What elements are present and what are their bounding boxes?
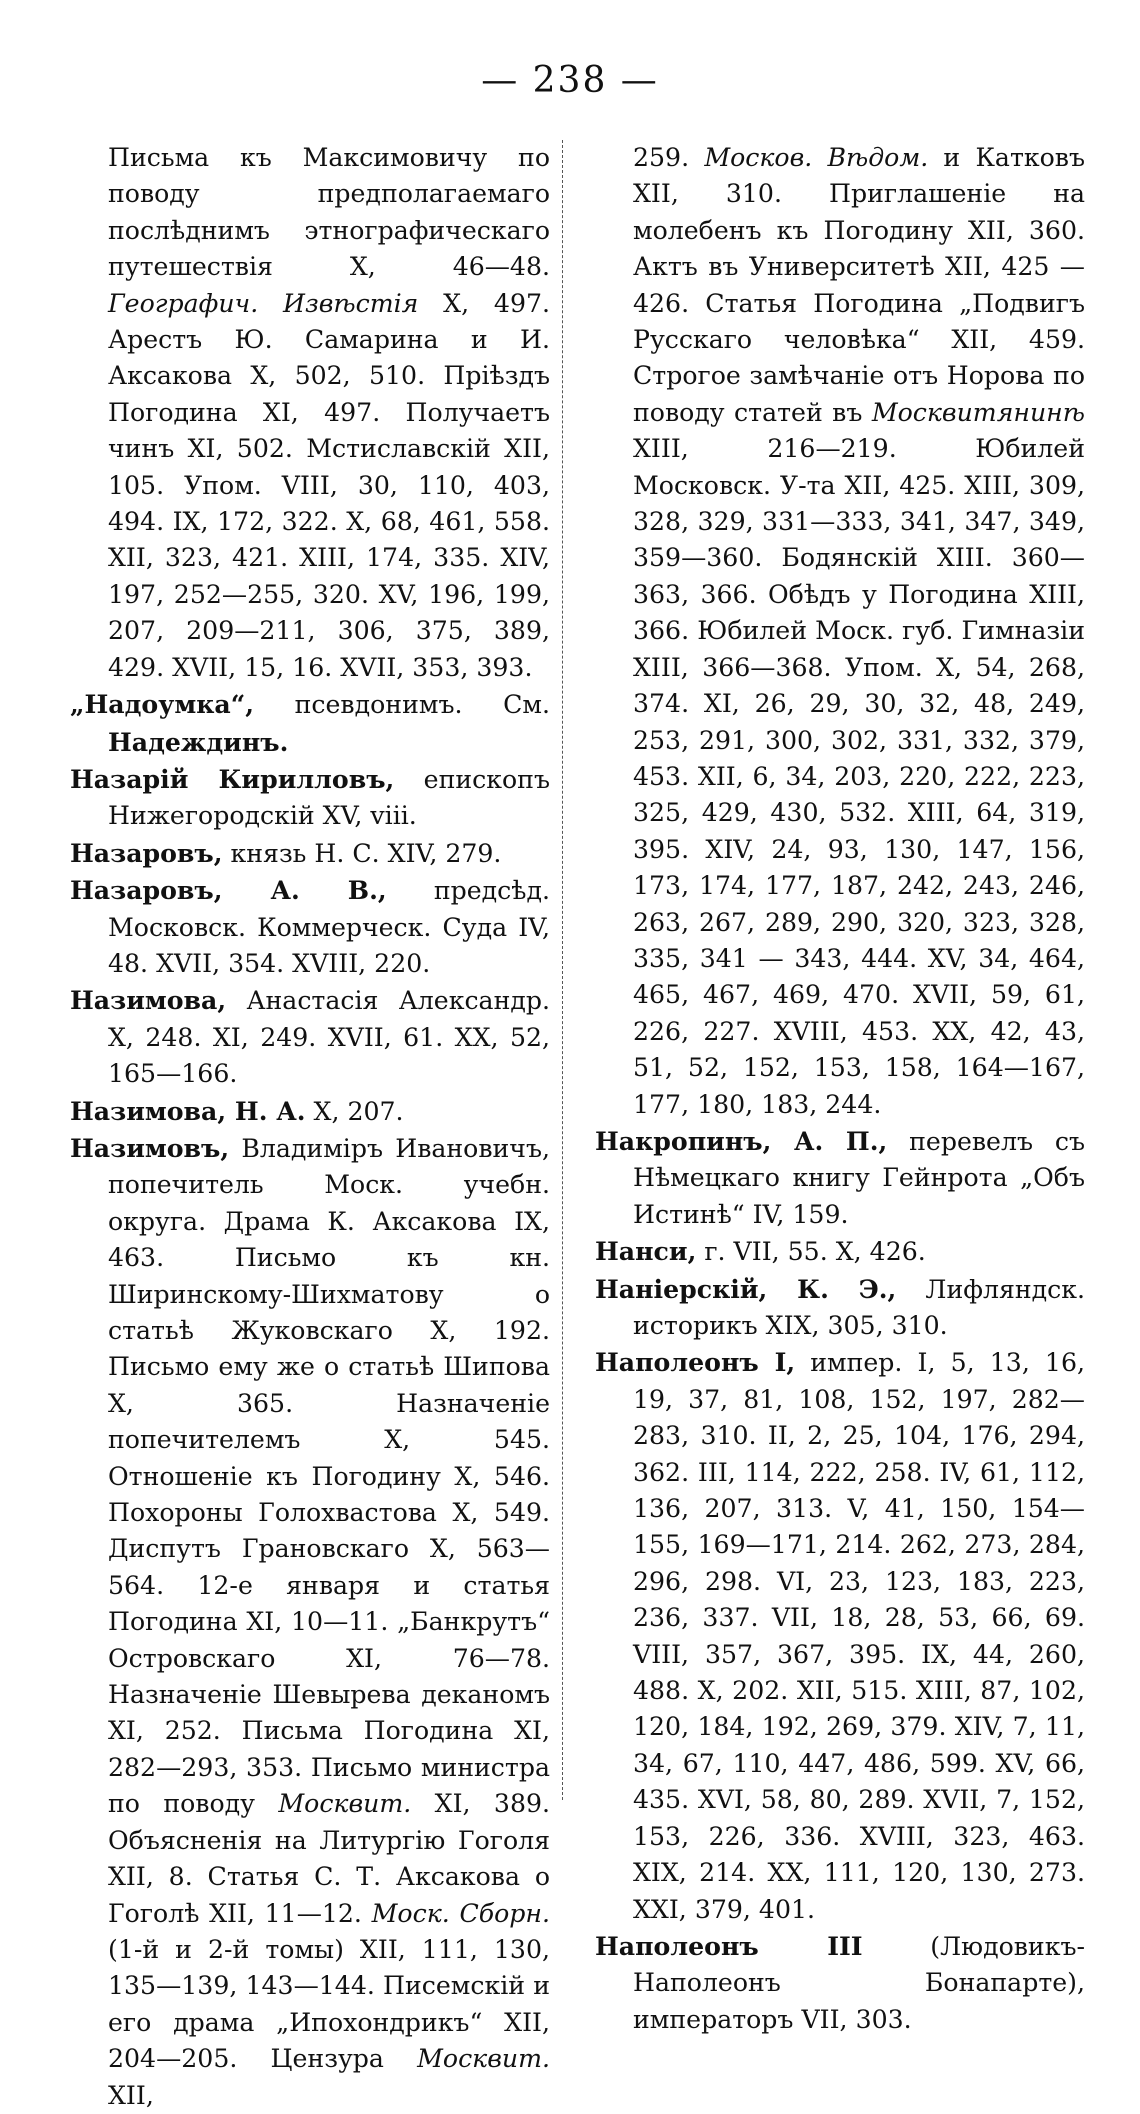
- index-entry: „Надоумка“, псевдонимъ. См. Надеждинъ.: [70, 689, 550, 757]
- index-entry: Нанси, г. VII, 55. X, 426.: [595, 1236, 926, 1267]
- index-entry-continued: 259. Москов. Вѣдом. и Катковъ XII, 310. Приглашеніе на молебенъ къ Погодину XII, 360. Актъ въ Университетѣ XII, 425 — 426. Статья Погодина „Подвигъ Русскаго человѣка“ XII, 459. Строгое замѣчаніе отъ Норова по поводу статей въ Москвитянинѣ XIII, 216—219. Юбилей Московск. У-та XII, 425. XIII, 309, 328, 329, 331—333, 341, 347, 349, 359—360. Бодянскій XIII. 360—363, 366. Обѣдъ у Погодина XIII, 366. Юбилей Моск. губ. Гимназіи XIII, 366—368. Упом. X, 54, 268, 374. XI, 26, 29, 30, 32, 48, 249, 253, 291, 300, 302, 331, 332, 379, 453. XII, 6, 34, 203, 220, 222, 223, 325, 429, 430, 532. XIII, 64, 319, 395. XIV, 24, 93, 130, 147, 156, 173, 174, 177, 187, 242, 243, 246, 263, 267, 289, 290, 320, 323, 328, 335, 341 — 343, 444. XV, 34, 464, 465, 467, 469, 470. XVII, 59, 61, 226, 227. XVIII, 453. XX, 42, 43, 51, 52, 152, 153, 158, 164—167, 177, 180, 183, 244.: [633, 143, 1085, 1119]
- index-entry: Назарій Кирилловъ, епископъ Нижегородскій XV, viii.: [70, 763, 550, 831]
- index-entry: Назимова, Н. А. X, 207.: [70, 1095, 404, 1126]
- index-entry-continued: Письма къ Максимовичу по поводу предполагаемаго послѣднимъ этнографическаго путешествія X, 46—48. Географич. Извѣстія X, 497. Арестъ Ю. Самарина и И. Аксакова X, 502, 510. Пріѣздъ Погодина XI, 497. Получаетъ чинъ XI, 502. Мстиславскій XII, 105. Упом. VIII, 30, 110, 403, 494. IX, 172, 322. X, 68, 461, 558. XII, 323, 421. XIII, 174, 335. XIV, 197, 252—255, 320. XV, 196, 199, 207, 209—211, 306, 375, 389, 429. XVII, 15, 16. XVII, 353, 393.: [108, 143, 550, 682]
- index-entry: Назимова, Анастасія Александр. X, 248. XI, 249. XVII, 61. XX, 52, 165—166.: [70, 985, 550, 1089]
- index-entry: Назимовъ, Владиміръ Ивановичъ, попечитель Моск. учебн. округа. Драма К. Аксакова IX, 463. Письмо къ кн. Ширинскому-Шихматову о статьѣ Жуковскаго X, 192. Письмо ему же о статьѣ Шипова X, 365. Назначеніе попечителемъ X, 545. Отношеніе къ Погодину X, 546. Похороны Голохвастова X, 549. Диспутъ Грановскаго X, 563—564. 12-е января и статья Погодина XI, 10—11. „Банкрутъ“ Островскаго XI, 76—78. Назначеніе Шевырева деканомъ XI, 252. Письма Погодина XI, 282—293, 353. Письмо министра по поводу Москвит. XI, 389. Объясненія на Литургію Гоголя XII, 8. Статья С. Т. Аксакова о Гоголѣ XII, 11—12. Моск. Сборн. (1-й и 2-й томы) XII, 111, 130, 135—139, 143—144. Писемскій и его драма „Ипохондрикъ“ XII, 204—205. Цензура Москвит. XII,: [70, 1132, 551, 2110]
- index-entry: Наніерскій, К. Э., Лифляндск. историкъ XIX, 305, 310.: [595, 1273, 1085, 1340]
- index-entry: Назаровъ, А. В., предсѣд. Московск. Коммерческ. Суда IV, 48. XVII, 354. XVIII, 220.: [70, 875, 550, 978]
- index-entry: Назаровъ, князь Н. С. XIV, 279.: [70, 837, 502, 868]
- index-entry: Накропинъ, А. П., перевелъ съ Нѣмецкаго книгу Гейнрота „Объ Истинѣ“ IV, 159.: [595, 1125, 1085, 1229]
- right-column: [595, 140, 1085, 2038]
- index-entry: Наполеонъ I, импер. I, 5, 13, 16, 19, 37, 81, 108, 152, 197, 282—283, 310. II, 2, 25, 104, 176, 294, 362. III, 114, 222, 258. IV, 61, 112, 136, 207, 313. V, 41, 150, 154—155, 169—171, 214. 262, 273, 284, 296, 298. VI, 23, 123, 183, 223, 236, 337. VII, 18, 28, 53, 66, 69. VIII, 357, 367, 395. IX, 44, 260, 488. X, 202. XII, 515. XIII, 87, 102, 120, 184, 192, 269, 379. XIV, 7, 11, 34, 67, 110, 447, 486, 599. XV, 66, 435. XVI, 58, 80, 289. XVII, 7, 152, 153, 226, 336. XVIII, 323, 463. XIX, 214. XX, 111, 120, 130, 273. XXI, 379, 401.: [595, 1347, 1085, 1924]
- page-number: — 238 —: [481, 60, 659, 101]
- left-column: [70, 140, 550, 2114]
- index-entry: Наполеонъ III (Людовикъ-Наполеонъ Бонапарте), императоръ VII, 303.: [595, 1930, 1086, 2034]
- column-divider: [562, 140, 563, 1800]
